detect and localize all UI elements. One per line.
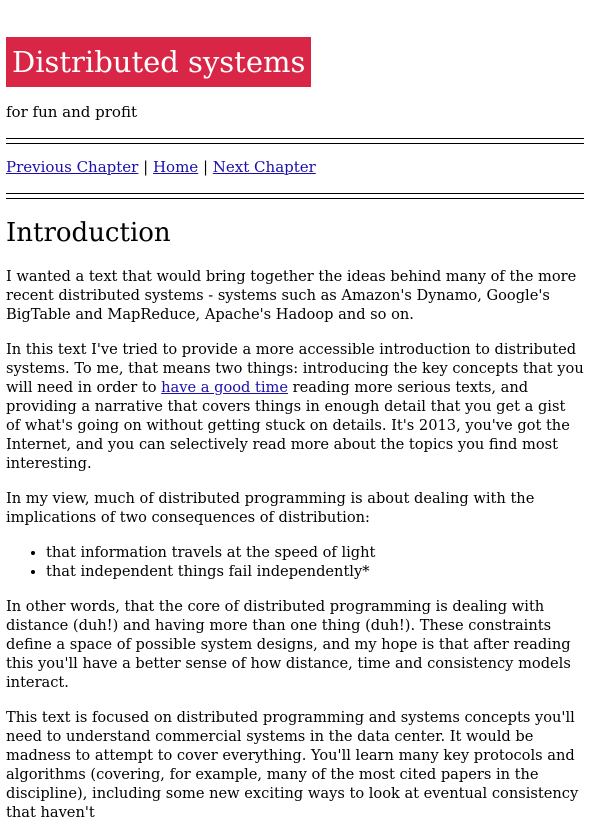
paragraph: In other words, that the core of distributed programming is dealing with distance (duh!) and having more than one thing (duh!). These constraints define a space of possible system designs, and my hope is that after reading this you'll have a better sense of how distance, time and consistency models interact.	[6, 598, 571, 691]
chapter-navigation	[6, 158, 316, 177]
nav-separator: |	[143, 158, 149, 176]
site-tagline: for fun and profit	[6, 103, 137, 121]
header-divider	[6, 138, 584, 144]
next-chapter-link[interactable]: Next Chapter	[212, 158, 316, 176]
home-link[interactable]: Home	[152, 158, 199, 176]
list-item: • that independent things fail independently*	[46, 562, 584, 581]
nav-divider	[6, 193, 584, 199]
consequences-list	[6, 543, 584, 581]
paragraph: I wanted a text that would bring together the ideas behind many of the more recent distributed systems - systems such as Amazon's Dynamo, Google's BigTable and MapReduce, Apache's Hadoop and so on.	[6, 268, 577, 323]
site-title: Distributed systems	[6, 37, 311, 87]
nav-separator: |	[202, 158, 209, 176]
chapter-content	[6, 267, 584, 838]
paragraph	[6, 340, 584, 473]
chapter-title: Introduction	[6, 218, 171, 248]
paragraph-text: In this text I've tried to provide a more accessible introduction to distributed systems. To me, that means two things: introducing the key concepts that you will need in order to	[6, 341, 584, 396]
have-a-good-time-link[interactable]: have a good time	[161, 379, 289, 396]
previous-chapter-link[interactable]: Previous Chapter	[6, 158, 139, 176]
paragraph: In my view, much of distributed programming is about dealing with the implications of two consequences of distribution:	[6, 490, 535, 526]
paragraph-text: reading more serious texts, and providing a narrative that covers things in enough detail that you get a gist of what's going on without getting stuck on details. It's 2013, you've got the Internet, and you can selectively read more about the topics you find most interesting.	[6, 379, 570, 472]
list-item: • that information travels at the speed of light	[46, 543, 584, 562]
paragraph: This text is focused on distributed programming and systems concepts you'll need to understand commercial systems in the data center. It would be madness to attempt to cover everything. You'll learn many key protocols and algorithms (covering, for example, many of the most cited papers in the discipline), including some new exciting ways to look at eventual consistency that haven't	[6, 709, 579, 821]
